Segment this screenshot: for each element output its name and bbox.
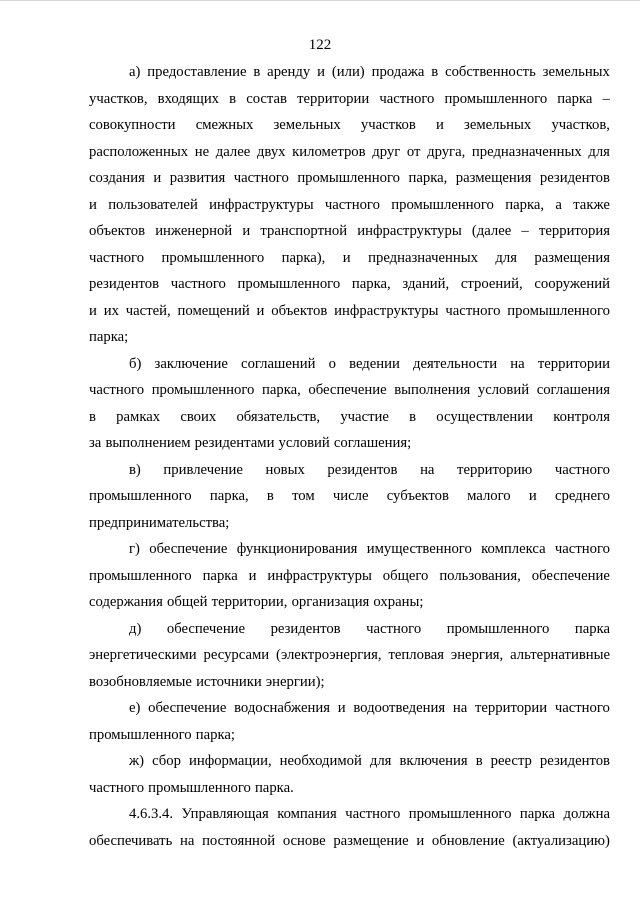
- paragraph: [89, 748, 610, 801]
- text-line: обеспечивать на постоянной основе размещение и обновление (актуализацию): [89, 832, 610, 849]
- text-line: промышленного парка, в том числе субъектов малого и среднего: [89, 488, 610, 504]
- text-line: резидентов частного промышленного парка, зданий, строений, сооружений: [89, 276, 610, 292]
- text-line: за выполнением резидентами условий соглашения;: [89, 435, 412, 451]
- text-line: энергетическими ресурсами (электроэнергия, тепловая энергия, альтернативные: [89, 647, 610, 663]
- text-line: а) предоставление в аренду и (или) продажа в собственность земельных: [129, 64, 610, 80]
- text-line: возобновляемые источники энергии);: [89, 673, 325, 690]
- text-line: 4.6.3.4. Управляющая компания частного промышленного парка должна: [129, 806, 610, 822]
- text-line: совокупности смежных земельных участков и земельных участков,: [89, 117, 610, 133]
- paragraph: [89, 59, 610, 351]
- document-body: [89, 59, 610, 854]
- text-line: содержания общей территории, организация охраны;: [89, 594, 424, 610]
- text-line: ж) сбор информации, необходимой для включения в реестр резидентов: [129, 753, 610, 769]
- text-line: д) обеспечение резидентов частного промышленного парка: [129, 620, 610, 637]
- text-line: и их частей, помещений и объектов инфраструктуры частного промышленного: [89, 302, 610, 319]
- text-line: промышленного парка;: [89, 726, 236, 743]
- paragraph: [89, 351, 610, 457]
- paragraph: [89, 801, 610, 854]
- paragraph: [89, 616, 610, 696]
- paragraph: [89, 695, 610, 748]
- text-line: промышленного парка и инфраструктуры общего пользования, обеспечение: [89, 567, 610, 584]
- text-line: создания и развития частного промышленного парка, размещения резидентов: [89, 170, 610, 186]
- text-line: в рамках своих обязательств, участие в осуществлении контроля: [89, 408, 610, 425]
- text-line: г) обеспечение функционирования имущественного комплекса частного: [129, 541, 610, 557]
- text-line: частного промышленного парка), и предназначенных для размещения: [89, 249, 610, 266]
- text-line: расположенных не далее двух километров друг от друга, предназначенных для: [89, 143, 610, 160]
- text-line: б) заключение соглашений о ведении деятельности на территории: [129, 355, 610, 372]
- text-line: е) обеспечение водоснабжения и водоотведения на территории частного: [129, 700, 610, 716]
- paragraph: [89, 457, 610, 537]
- page-number: 122: [308, 37, 332, 53]
- text-line: участков, входящих в состав территории частного промышленного парка –: [89, 90, 610, 107]
- text-line: объектов инженерной и транспортной инфраструктуры (далее – территория: [89, 223, 610, 239]
- text-line: частного промышленного парка, обеспечение выполнения условий соглашения: [89, 382, 610, 398]
- text-line: предпринимательства;: [89, 514, 230, 531]
- text-line: и пользователей инфраструктуры частного промышленного парка, а также: [89, 196, 610, 213]
- paragraph: [89, 536, 610, 616]
- text-line: в) привлечение новых резидентов на территорию частного: [129, 461, 610, 478]
- text-line: парка;: [89, 329, 129, 345]
- text-line: частного промышленного парка.: [89, 779, 294, 796]
- top-edge-rule: [0, 0, 640, 1]
